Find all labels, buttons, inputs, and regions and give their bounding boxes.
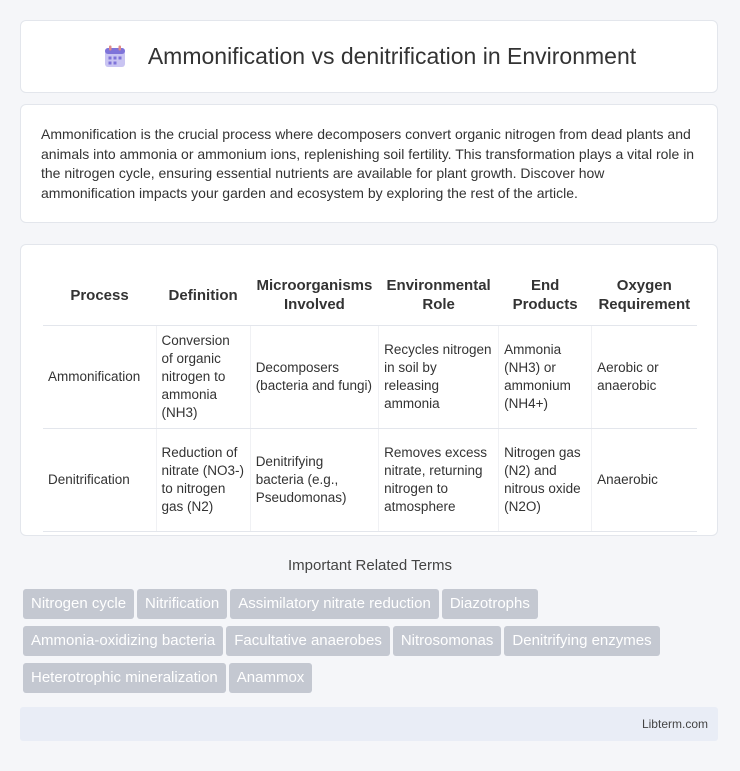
- cell-environmental-role: Recycles nitrogen in soil by releasing ammonia: [379, 326, 499, 429]
- cell-end-products: Nitrogen gas (N2) and nitrous oxide (N2O): [499, 429, 592, 532]
- tag-nitrogen-cycle[interactable]: Nitrogen cycle: [23, 589, 134, 619]
- cell-process: Denitrification: [43, 429, 156, 532]
- page-title: Ammonification vs denitrification in Environment: [147, 43, 637, 69]
- header-environmental-role: Environmental Role: [379, 265, 499, 326]
- footer: [20, 707, 718, 741]
- tag-ammonia-oxidizing-bacteria[interactable]: Ammonia-oxidizing bacteria: [23, 626, 223, 656]
- related-terms-list: [23, 589, 723, 700]
- title-card: [20, 20, 718, 93]
- intro-card: [20, 104, 718, 223]
- tag-heterotrophic-mineralization[interactable]: Heterotrophic mineralization: [23, 663, 226, 693]
- tag-denitrifying-enzymes[interactable]: Denitrifying enzymes: [504, 626, 659, 656]
- cell-definition: Reduction of nitrate (NO3-) to nitrogen gas (N2): [156, 429, 250, 532]
- cell-microorganisms: Decomposers (bacteria and fungi): [250, 326, 378, 429]
- header-definition: Definition: [156, 265, 250, 326]
- tag-facultative-anaerobes[interactable]: Facultative anaerobes: [226, 626, 390, 656]
- header-oxygen-requirement: Oxygen Requirement: [592, 265, 697, 326]
- related-terms-heading: Important Related Terms: [288, 557, 452, 574]
- cell-oxygen-requirement: Anaerobic: [592, 429, 697, 532]
- cell-microorganisms: Denitrifying bacteria (e.g., Pseudomonas): [250, 429, 378, 532]
- header-end-products: End Products: [499, 265, 592, 326]
- header-microorganisms: Microorganisms Involved: [250, 265, 378, 326]
- cell-environmental-role: Removes excess nitrate, returning nitrogen to atmosphere: [379, 429, 499, 532]
- calendar-icon: [102, 44, 128, 70]
- cell-process: Ammonification: [43, 326, 156, 429]
- table-row: [43, 429, 697, 532]
- tag-anammox[interactable]: Anammox: [229, 663, 313, 693]
- tag-nitrosomonas[interactable]: Nitrosomonas: [393, 626, 502, 656]
- cell-definition: Conversion of organic nitrogen to ammonia (NH3): [156, 326, 250, 429]
- footer-brand-link[interactable]: Libterm.com: [641, 717, 708, 731]
- comparison-table-card: [20, 244, 718, 536]
- tag-nitrification[interactable]: Nitrification: [137, 589, 227, 619]
- comparison-table: [43, 265, 697, 532]
- tag-diazotrophs[interactable]: Diazotrophs: [442, 589, 538, 619]
- cell-oxygen-requirement: Aerobic or anaerobic: [592, 326, 697, 429]
- cell-end-products: Ammonia (NH3) or ammonium (NH4+): [499, 326, 592, 429]
- tag-assimilatory-nitrate-reduction[interactable]: Assimilatory nitrate reduction: [230, 589, 439, 619]
- header-process: Process: [43, 265, 156, 326]
- table-row: [43, 326, 697, 429]
- table-header-row: [43, 265, 697, 326]
- intro-paragraph: Ammonification is the crucial process where decomposers convert organic nitrogen from dead plants and animals into ammonia or ammonium ions, replenishing soil fertility. This transformation plays a vital role in the nitrogen cycle, ensuring essential nutrients are available for plant growth. Discover how ammonification impacts your garden and ecosystem by exploring the rest of the article.: [41, 126, 695, 201]
